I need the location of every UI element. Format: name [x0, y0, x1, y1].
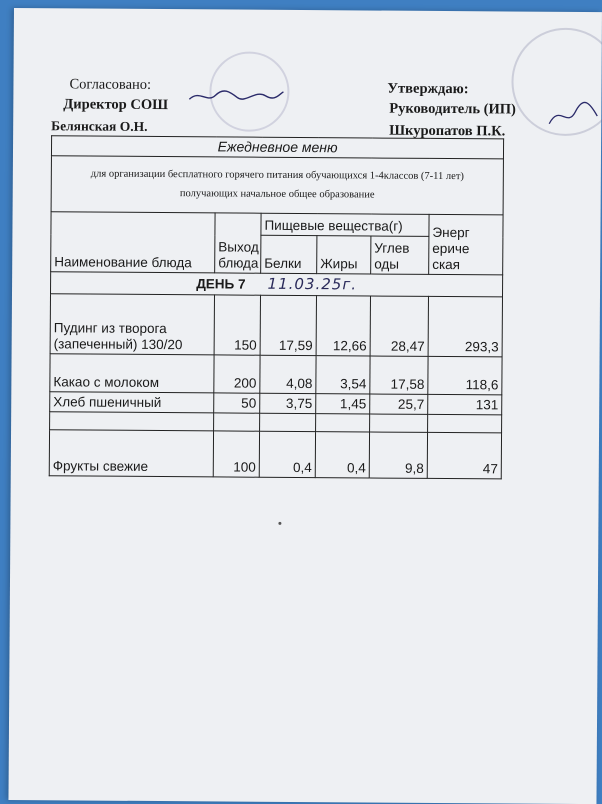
- dish-fat: 3,54: [316, 356, 370, 394]
- menu-subtitle: [51, 156, 503, 215]
- menu-title: Ежедневное меню: [51, 136, 503, 159]
- day-date-handwritten: 11.03.25г.: [267, 274, 358, 294]
- dish-output: 200: [214, 355, 260, 393]
- col-header-protein: Белки: [261, 235, 317, 273]
- paper-speck: [278, 522, 281, 525]
- dish-carbs: 9,8: [369, 432, 427, 478]
- dish-carbs: [370, 414, 428, 432]
- director-name: Белянская О.Н.: [51, 118, 148, 134]
- approve-label: Утверждаю:: [387, 80, 469, 98]
- dish-output: 50: [214, 393, 260, 413]
- col-header-nutrients: Пищевые вещества(г): [261, 213, 429, 236]
- dish-name: Хлеб пшеничный: [50, 392, 214, 413]
- day-row: [51, 272, 503, 297]
- col-header-output: Выход блюда: [215, 213, 261, 273]
- dish-protein: 4,08: [260, 355, 316, 393]
- col-header-name: Наименование блюда: [51, 212, 215, 273]
- table-row: [50, 294, 502, 357]
- dish-name: Какао с молоком: [50, 354, 214, 393]
- dish-energy: 118,6: [428, 356, 502, 395]
- dish-energy: 293,3: [428, 296, 502, 357]
- dish-fat: 1,45: [316, 394, 370, 414]
- dish-fat: 0,4: [315, 432, 369, 478]
- col-header-fat: Жиры: [317, 236, 371, 274]
- dish-output: 150: [214, 295, 260, 355]
- agreed-label: Согласовано:: [69, 76, 152, 93]
- dish-energy: 47: [427, 432, 501, 479]
- dish-energy: 131: [428, 394, 502, 415]
- dish-protein: 0,4: [259, 431, 315, 477]
- dish-output: [214, 413, 260, 431]
- daily-menu-table: [49, 135, 504, 479]
- director-signature: [185, 83, 285, 108]
- dish-carbs: 28,47: [370, 296, 428, 356]
- dish-name: Фрукты свежие: [49, 430, 213, 477]
- director-title: Директор СОШ: [63, 96, 169, 114]
- dish-carbs: 25,7: [370, 394, 428, 414]
- dish-protein: 17,59: [260, 295, 316, 355]
- manager-title: Руководитель (ИП): [389, 100, 516, 118]
- manager-signature: [543, 94, 602, 134]
- dish-output: 100: [213, 431, 259, 477]
- document-page: [8, 8, 602, 804]
- dish-carbs: 17,58: [370, 356, 428, 394]
- day-label: ДЕНЬ 7: [196, 275, 246, 292]
- dish-name: [50, 412, 214, 431]
- subtitle-line-2: получающих начальное общее образование: [179, 187, 375, 201]
- col-header-energy: Энерг ериче ская: [429, 214, 503, 275]
- dish-fat: [316, 414, 370, 432]
- manager-name: Шкуропатов П.К.: [389, 122, 506, 140]
- dish-energy: [428, 414, 502, 433]
- dish-protein: [260, 413, 316, 431]
- dish-name: Пудинг из творога (запеченный) 130/20: [50, 294, 214, 355]
- dish-fat: 12,66: [316, 296, 370, 356]
- table-row: [49, 430, 501, 479]
- subtitle-line-1: для организации бесплатного горячего питания обучающихся 1-4классов (7-11 лет): [90, 168, 464, 183]
- col-header-carbs: Углев оды: [371, 236, 429, 274]
- table-row: [50, 354, 502, 395]
- dish-protein: 3,75: [260, 393, 316, 413]
